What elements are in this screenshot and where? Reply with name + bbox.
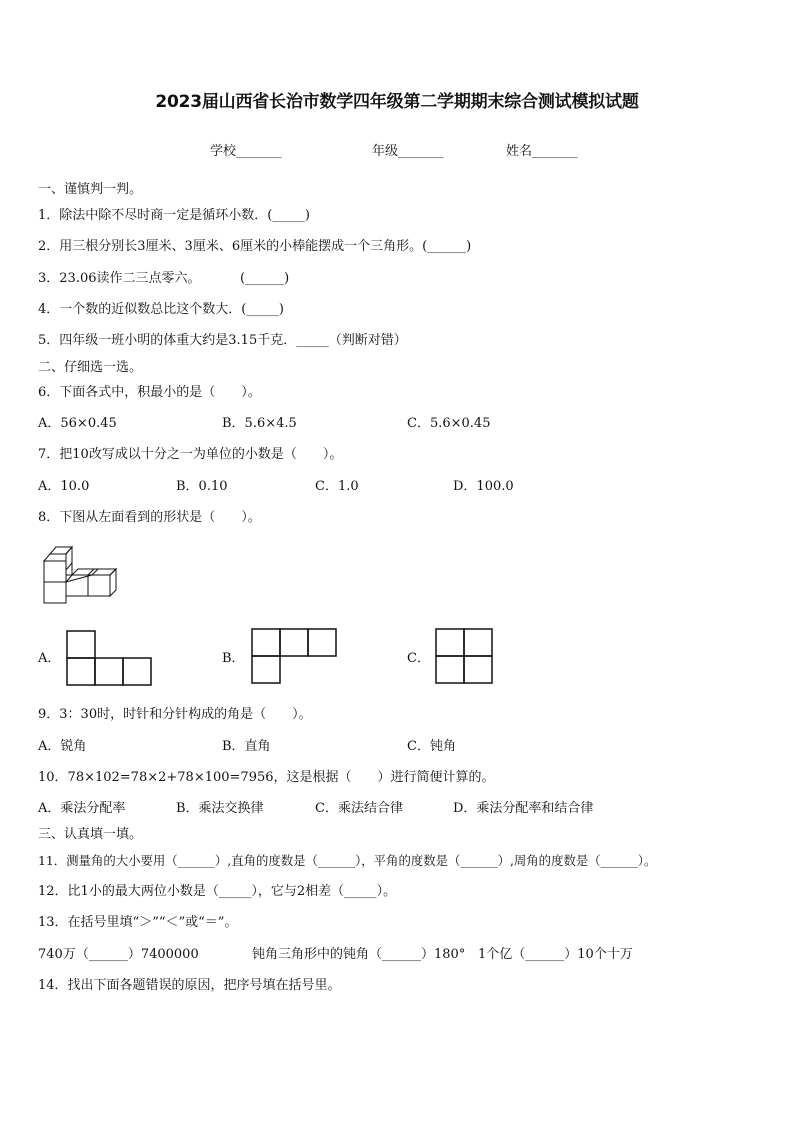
q6-option-a[interactable]: A．56×0.45 bbox=[38, 416, 117, 431]
section-heading-judge: 一、谨慎判一判。 bbox=[38, 182, 143, 197]
q10-option-a[interactable]: A．乘法分配率 bbox=[38, 801, 126, 816]
question-3-blank[interactable]: (______) bbox=[240, 271, 290, 286]
q13-item-c[interactable]: 1个亿（______）10个十万 bbox=[478, 947, 633, 962]
question-3: 3．23.06读作二三点零六。 bbox=[38, 271, 201, 286]
q13-item-a[interactable]: 740万（______）7400000 bbox=[38, 947, 199, 962]
q7-option-c[interactable]: C．1.0 bbox=[315, 479, 359, 494]
q8-option-a-figure bbox=[66, 630, 154, 688]
question-12: 12．比1小的最大两位小数是（_____），它与2相差（_____）。 bbox=[38, 884, 397, 899]
cube-stack-figure bbox=[40, 545, 120, 605]
q9-option-a[interactable]: A．锐角 bbox=[38, 739, 87, 754]
question-1: 1．除法中除不尽时商一定是循环小数．(_____) bbox=[38, 208, 310, 223]
question-4: 4．一个数的近似数总比这个数大．(_____) bbox=[38, 302, 284, 317]
section-heading-choice: 二、仔细选一选。 bbox=[38, 360, 143, 375]
q10-option-c[interactable]: C．乘法结合律 bbox=[315, 801, 403, 816]
question-11: 11．测量角的大小要用（______）,直角的度数是（______），平角的度数是（______）,周角的度数是（______）。 bbox=[38, 853, 657, 868]
q7-option-a[interactable]: A．10.0 bbox=[38, 479, 90, 494]
section-heading-fill: 三、认真填一填。 bbox=[38, 827, 143, 842]
question-14: 14．找出下面各题错误的原因，把序号填在括号里。 bbox=[38, 978, 341, 993]
q10-option-d[interactable]: D．乘法分配率和结合律 bbox=[453, 801, 594, 816]
q8-option-b-figure bbox=[251, 628, 339, 686]
question-10: 10．78×102=78×2+78×100=7956，这是根据（ ）进行简便计算的。 bbox=[38, 770, 495, 785]
page-title: 2023届山西省长治市数学四年级第二学期期末综合测试模拟试题 bbox=[155, 92, 639, 112]
school-field[interactable]: 学校_______ bbox=[210, 144, 282, 159]
question-2: 2．用三根分别长3厘米、3厘米、6厘米的小棒能摆成一个三角形。(______) bbox=[38, 239, 472, 254]
question-9: 9．3：30时，时针和分针构成的角是（ ）。 bbox=[38, 707, 312, 722]
q8-option-b[interactable]: B． bbox=[222, 651, 245, 666]
q6-option-c[interactable]: C．5.6×0.45 bbox=[407, 416, 491, 431]
q7-option-d[interactable]: D．100.0 bbox=[453, 479, 514, 494]
question-13: 13．在括号里填“＞”“＜”或“＝”。 bbox=[38, 915, 238, 930]
q8-option-c[interactable]: C． bbox=[407, 651, 430, 666]
question-6: 6．下面各式中，积最小的是（ ）。 bbox=[38, 385, 261, 400]
name-field[interactable]: 姓名_______ bbox=[506, 144, 578, 159]
q7-option-b[interactable]: B．0.10 bbox=[176, 479, 228, 494]
question-5: 5．四年级一班小明的体重大约是3.15千克．_____（判断对错） bbox=[38, 333, 407, 348]
q6-option-b[interactable]: B．5.6×4.5 bbox=[222, 416, 297, 431]
question-8: 8．下图从左面看到的形状是（ ）。 bbox=[38, 510, 261, 525]
grade-field[interactable]: 年级_______ bbox=[372, 144, 444, 159]
question-7: 7．把10改写成以十分之一为单位的小数是（ ）。 bbox=[38, 447, 343, 462]
q10-option-b[interactable]: B．乘法交换律 bbox=[176, 801, 264, 816]
q8-option-a[interactable]: A． bbox=[38, 651, 61, 666]
q13-item-b[interactable]: 钝角三角形中的钝角（______）180° bbox=[252, 947, 466, 962]
q9-option-b[interactable]: B．直角 bbox=[222, 739, 271, 754]
q9-option-c[interactable]: C．钝角 bbox=[407, 739, 456, 754]
q8-option-c-figure bbox=[435, 628, 495, 686]
